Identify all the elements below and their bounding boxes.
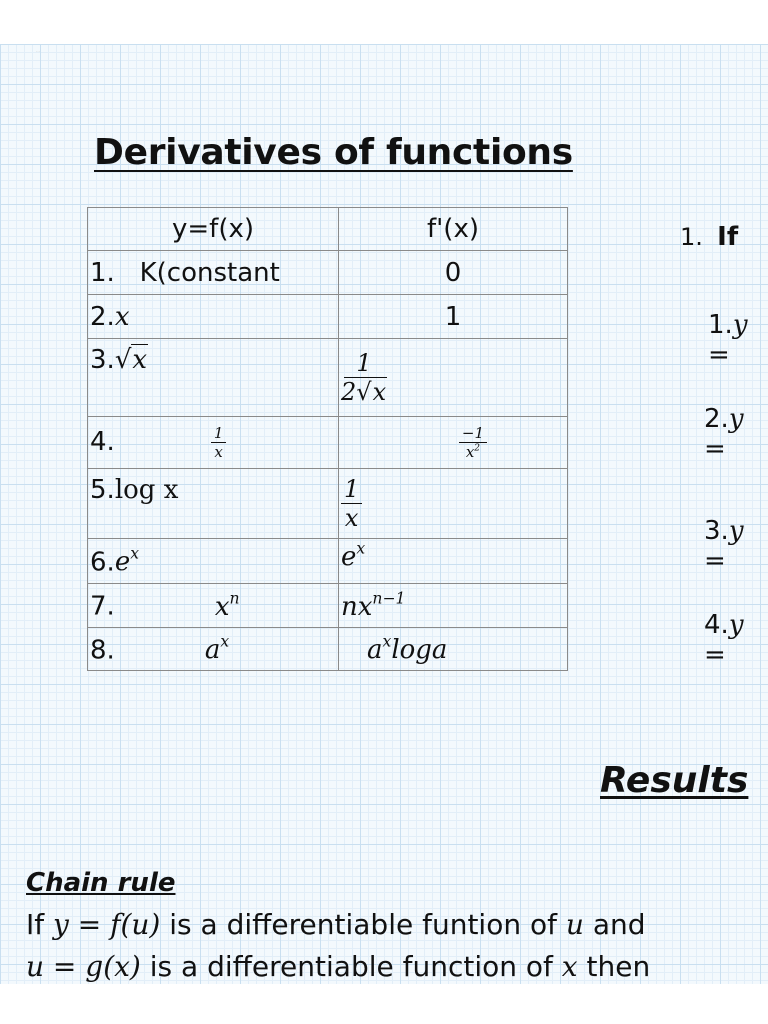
fraction: $\frac{-1}{x^2}$ (459, 424, 487, 461)
row6-derivative: $e^x$ (339, 539, 568, 584)
table-row (88, 339, 568, 417)
table-row (88, 295, 568, 339)
results-heading: Results (600, 760, 749, 801)
table-row (88, 539, 568, 584)
row4-derivative (339, 417, 568, 469)
right-list-heading: 1. If (680, 222, 739, 252)
row3-derivative (339, 339, 568, 417)
header-function: y=f(x) (88, 208, 339, 251)
page-title: Derivatives of functions (94, 132, 573, 173)
chain-rule-line-2: u = g(x) is a differentiable function of x then (26, 950, 651, 983)
right-list-item: 3.y = (704, 516, 744, 576)
row5-derivative (339, 469, 568, 539)
row8-derivative: $a^x\log a$ (339, 628, 568, 671)
right-list-item: 2.y = (704, 404, 744, 464)
fraction: $\frac{1}{2√x}$ (341, 349, 387, 406)
table-row (88, 584, 568, 628)
row1-derivative: 0 (339, 251, 568, 295)
row2-function: 2.x (88, 295, 339, 339)
fraction: $\frac{1}{x}$ (341, 475, 362, 532)
row5-function: 5.log x (88, 469, 339, 539)
row6-function: $6.e^x$ (88, 539, 339, 584)
row7-function: 7. $x^n$ (88, 584, 339, 628)
row4-function: 4. $\frac{1}{x}$ (88, 417, 339, 469)
header-note: … (36, 48, 40, 53)
row1-function: 1. K(constant (88, 251, 339, 295)
right-list-item: 4.y = (704, 610, 744, 670)
header-derivative: f'(x) (339, 208, 568, 251)
table-row (88, 628, 568, 671)
derivatives-table (87, 207, 568, 671)
worksheet-page (0, 44, 768, 984)
fraction: $\frac{1}{x}$ (211, 424, 227, 461)
row8-function: 8. $a^x$ (88, 628, 339, 671)
row7-derivative: $nx^{n-1}$ (339, 584, 568, 628)
table-header-row (88, 208, 568, 251)
row2-derivative: 1 (339, 295, 568, 339)
table-row (88, 251, 568, 295)
chain-rule-line-1: If y = f(u) is a differentiable funtion of u and (26, 908, 646, 941)
chain-rule-heading: Chain rule (26, 868, 176, 898)
table-row (88, 417, 568, 469)
right-list-item: 1.y = (708, 310, 748, 370)
row3-function: 3.√x (88, 339, 339, 417)
table-row (88, 469, 568, 539)
